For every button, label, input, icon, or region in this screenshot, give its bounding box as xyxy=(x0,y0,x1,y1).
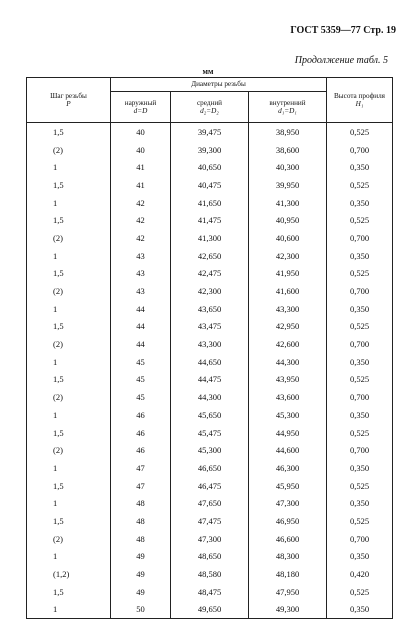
cell-pitch: 1 xyxy=(27,601,111,619)
cell-mid-diameter: 48,580 xyxy=(171,565,249,583)
cell-outer-diameter: 49 xyxy=(111,548,171,566)
cell-mid-diameter: 41,475 xyxy=(171,211,249,229)
cell-mid-diameter: 45,300 xyxy=(171,441,249,459)
cell-pitch: 1,5 xyxy=(27,424,111,442)
cell-profile-height: 0,525 xyxy=(327,318,393,336)
cell-profile-height: 0,525 xyxy=(327,512,393,530)
table-row xyxy=(27,406,393,424)
cell-outer-diameter: 42 xyxy=(111,194,171,212)
cell-pitch: (2) xyxy=(27,229,111,247)
cell-outer-diameter: 41 xyxy=(111,176,171,194)
cell-inner-diameter: 44,600 xyxy=(249,441,327,459)
cell-inner-diameter: 40,300 xyxy=(249,158,327,176)
cell-mid-diameter: 40,475 xyxy=(171,176,249,194)
cell-mid-diameter: 46,475 xyxy=(171,477,249,495)
cell-outer-diameter: 46 xyxy=(111,424,171,442)
cell-profile-height: 0,525 xyxy=(327,265,393,283)
cell-inner-diameter: 48,300 xyxy=(249,548,327,566)
table-row xyxy=(27,353,393,371)
cell-inner-diameter: 45,950 xyxy=(249,477,327,495)
cell-pitch: 1,5 xyxy=(27,371,111,389)
cell-inner-diameter: 45,300 xyxy=(249,406,327,424)
cell-inner-diameter: 46,600 xyxy=(249,530,327,548)
cell-inner-diameter: 49,300 xyxy=(249,601,327,619)
cell-pitch: (2) xyxy=(27,282,111,300)
table-row xyxy=(27,583,393,601)
cell-profile-height: 0,525 xyxy=(327,176,393,194)
cell-outer-diameter: 45 xyxy=(111,371,171,389)
cell-outer-diameter: 47 xyxy=(111,459,171,477)
cell-pitch: (2) xyxy=(27,441,111,459)
cell-mid-diameter: 44,650 xyxy=(171,353,249,371)
cell-profile-height: 0,700 xyxy=(327,229,393,247)
units-label: мм xyxy=(202,67,214,76)
cell-mid-diameter: 45,650 xyxy=(171,406,249,424)
cell-pitch: 1 xyxy=(27,247,111,265)
table-row xyxy=(27,565,393,583)
cell-outer-diameter: 44 xyxy=(111,300,171,318)
cell-outer-diameter: 49 xyxy=(111,565,171,583)
cell-profile-height: 0,525 xyxy=(327,371,393,389)
cell-mid-diameter: 39,475 xyxy=(171,123,249,141)
cell-outer-diameter: 49 xyxy=(111,583,171,601)
cell-inner-diameter: 46,300 xyxy=(249,459,327,477)
cell-mid-diameter: 48,650 xyxy=(171,548,249,566)
cell-pitch: 1,5 xyxy=(27,583,111,601)
cell-profile-height: 0,350 xyxy=(327,247,393,265)
cell-profile-height: 0,525 xyxy=(327,477,393,495)
cell-pitch: 1,5 xyxy=(27,176,111,194)
cell-outer-diameter: 48 xyxy=(111,512,171,530)
cell-outer-diameter: 44 xyxy=(111,335,171,353)
cell-mid-diameter: 47,475 xyxy=(171,512,249,530)
cell-outer-diameter: 48 xyxy=(111,530,171,548)
header-profile-height: Высота профиля H₁ xyxy=(327,78,393,123)
cell-mid-diameter: 42,300 xyxy=(171,282,249,300)
cell-pitch: 1 xyxy=(27,158,111,176)
header-outer-diameter: наружный d=D xyxy=(111,92,171,123)
cell-mid-diameter: 41,650 xyxy=(171,194,249,212)
cell-pitch: 1,5 xyxy=(27,211,111,229)
cell-mid-diameter: 39,300 xyxy=(171,141,249,159)
cell-pitch: 1,5 xyxy=(27,512,111,530)
cell-outer-diameter: 42 xyxy=(111,229,171,247)
table-row xyxy=(27,229,393,247)
cell-profile-height: 0,350 xyxy=(327,459,393,477)
cell-mid-diameter: 40,650 xyxy=(171,158,249,176)
table-row xyxy=(27,441,393,459)
cell-profile-height: 0,700 xyxy=(327,530,393,548)
table-row xyxy=(27,265,393,283)
header-diameters: Диаметры резьбы xyxy=(111,78,327,92)
table-row xyxy=(27,300,393,318)
cell-pitch: 1 xyxy=(27,406,111,424)
cell-inner-diameter: 40,600 xyxy=(249,229,327,247)
cell-pitch: 1,5 xyxy=(27,123,111,141)
header-inner-diameter: внутренний d₁=D₁ xyxy=(249,92,327,123)
table-row xyxy=(27,494,393,512)
table-row xyxy=(27,141,393,159)
cell-mid-diameter: 43,475 xyxy=(171,318,249,336)
cell-profile-height: 0,350 xyxy=(327,194,393,212)
cell-mid-diameter: 47,300 xyxy=(171,530,249,548)
cell-pitch: 1,5 xyxy=(27,265,111,283)
cell-outer-diameter: 50 xyxy=(111,601,171,619)
table-row xyxy=(27,176,393,194)
cell-inner-diameter: 41,300 xyxy=(249,194,327,212)
cell-outer-diameter: 40 xyxy=(111,123,171,141)
table-row xyxy=(27,247,393,265)
cell-mid-diameter: 42,475 xyxy=(171,265,249,283)
cell-outer-diameter: 44 xyxy=(111,318,171,336)
cell-pitch: (2) xyxy=(27,141,111,159)
cell-outer-diameter: 45 xyxy=(111,353,171,371)
table-row xyxy=(27,512,393,530)
cell-pitch: 1,5 xyxy=(27,477,111,495)
table-continuation-label: Продолжение табл. 5 xyxy=(294,55,388,66)
cell-profile-height: 0,350 xyxy=(327,406,393,424)
cell-pitch: (1,2) xyxy=(27,565,111,583)
cell-inner-diameter: 43,950 xyxy=(249,371,327,389)
cell-pitch: 1 xyxy=(27,353,111,371)
cell-inner-diameter: 42,950 xyxy=(249,318,327,336)
cell-outer-diameter: 47 xyxy=(111,477,171,495)
cell-profile-height: 0,525 xyxy=(327,123,393,141)
cell-profile-height: 0,350 xyxy=(327,494,393,512)
cell-inner-diameter: 40,950 xyxy=(249,211,327,229)
cell-profile-height: 0,700 xyxy=(327,282,393,300)
cell-outer-diameter: 45 xyxy=(111,388,171,406)
cell-profile-height: 0,350 xyxy=(327,353,393,371)
cell-outer-diameter: 41 xyxy=(111,158,171,176)
table-row xyxy=(27,548,393,566)
table-row xyxy=(27,371,393,389)
cell-outer-diameter: 46 xyxy=(111,441,171,459)
cell-mid-diameter: 44,475 xyxy=(171,371,249,389)
cell-mid-diameter: 44,300 xyxy=(171,388,249,406)
table-row xyxy=(27,282,393,300)
cell-pitch: 1 xyxy=(27,494,111,512)
table-row xyxy=(27,194,393,212)
cell-outer-diameter: 43 xyxy=(111,247,171,265)
page-header: ГОСТ 5359—77 Стр. 19 xyxy=(290,25,396,36)
cell-mid-diameter: 49,650 xyxy=(171,601,249,619)
cell-inner-diameter: 44,950 xyxy=(249,424,327,442)
cell-profile-height: 0,525 xyxy=(327,424,393,442)
cell-inner-diameter: 43,300 xyxy=(249,300,327,318)
cell-inner-diameter: 39,950 xyxy=(249,176,327,194)
cell-mid-diameter: 42,650 xyxy=(171,247,249,265)
cell-mid-diameter: 41,300 xyxy=(171,229,249,247)
cell-mid-diameter: 47,650 xyxy=(171,494,249,512)
table-row xyxy=(27,318,393,336)
cell-mid-diameter: 48,475 xyxy=(171,583,249,601)
header-pitch: Шаг резьбы P xyxy=(27,78,111,123)
cell-pitch: 1 xyxy=(27,194,111,212)
cell-profile-height: 0,525 xyxy=(327,211,393,229)
cell-outer-diameter: 43 xyxy=(111,282,171,300)
table-row xyxy=(27,477,393,495)
cell-profile-height: 0,420 xyxy=(327,565,393,583)
cell-pitch: 1,5 xyxy=(27,318,111,336)
cell-inner-diameter: 47,950 xyxy=(249,583,327,601)
cell-profile-height: 0,350 xyxy=(327,158,393,176)
cell-pitch: (2) xyxy=(27,530,111,548)
cell-profile-height: 0,700 xyxy=(327,441,393,459)
cell-profile-height: 0,700 xyxy=(327,335,393,353)
cell-pitch: (2) xyxy=(27,335,111,353)
table-row xyxy=(27,601,393,619)
table-row xyxy=(27,211,393,229)
cell-inner-diameter: 38,950 xyxy=(249,123,327,141)
cell-mid-diameter: 43,650 xyxy=(171,300,249,318)
cell-pitch: 1 xyxy=(27,459,111,477)
table-row xyxy=(27,388,393,406)
table-row xyxy=(27,158,393,176)
table-row xyxy=(27,530,393,548)
cell-profile-height: 0,350 xyxy=(327,548,393,566)
cell-profile-height: 0,350 xyxy=(327,601,393,619)
cell-inner-diameter: 47,300 xyxy=(249,494,327,512)
cell-inner-diameter: 42,600 xyxy=(249,335,327,353)
cell-mid-diameter: 45,475 xyxy=(171,424,249,442)
cell-profile-height: 0,700 xyxy=(327,141,393,159)
cell-mid-diameter: 43,300 xyxy=(171,335,249,353)
cell-profile-height: 0,350 xyxy=(327,300,393,318)
cell-inner-diameter: 42,300 xyxy=(249,247,327,265)
cell-inner-diameter: 44,300 xyxy=(249,353,327,371)
table-row xyxy=(27,424,393,442)
cell-pitch: (2) xyxy=(27,388,111,406)
cell-inner-diameter: 43,600 xyxy=(249,388,327,406)
cell-mid-diameter: 46,650 xyxy=(171,459,249,477)
cell-inner-diameter: 38,600 xyxy=(249,141,327,159)
cell-outer-diameter: 40 xyxy=(111,141,171,159)
cell-pitch: 1 xyxy=(27,548,111,566)
cell-outer-diameter: 42 xyxy=(111,211,171,229)
table-body xyxy=(27,123,393,619)
cell-inner-diameter: 41,950 xyxy=(249,265,327,283)
cell-profile-height: 0,525 xyxy=(327,583,393,601)
table-row xyxy=(27,123,393,141)
cell-outer-diameter: 48 xyxy=(111,494,171,512)
cell-profile-height: 0,700 xyxy=(327,388,393,406)
cell-outer-diameter: 46 xyxy=(111,406,171,424)
cell-inner-diameter: 41,600 xyxy=(249,282,327,300)
cell-inner-diameter: 48,180 xyxy=(249,565,327,583)
cell-inner-diameter: 46,950 xyxy=(249,512,327,530)
table-row xyxy=(27,459,393,477)
cell-outer-diameter: 43 xyxy=(111,265,171,283)
cell-pitch: 1 xyxy=(27,300,111,318)
table-row xyxy=(27,335,393,353)
thread-dimensions-table xyxy=(26,77,393,619)
header-mid-diameter: средний d₂=D₂ xyxy=(171,92,249,123)
